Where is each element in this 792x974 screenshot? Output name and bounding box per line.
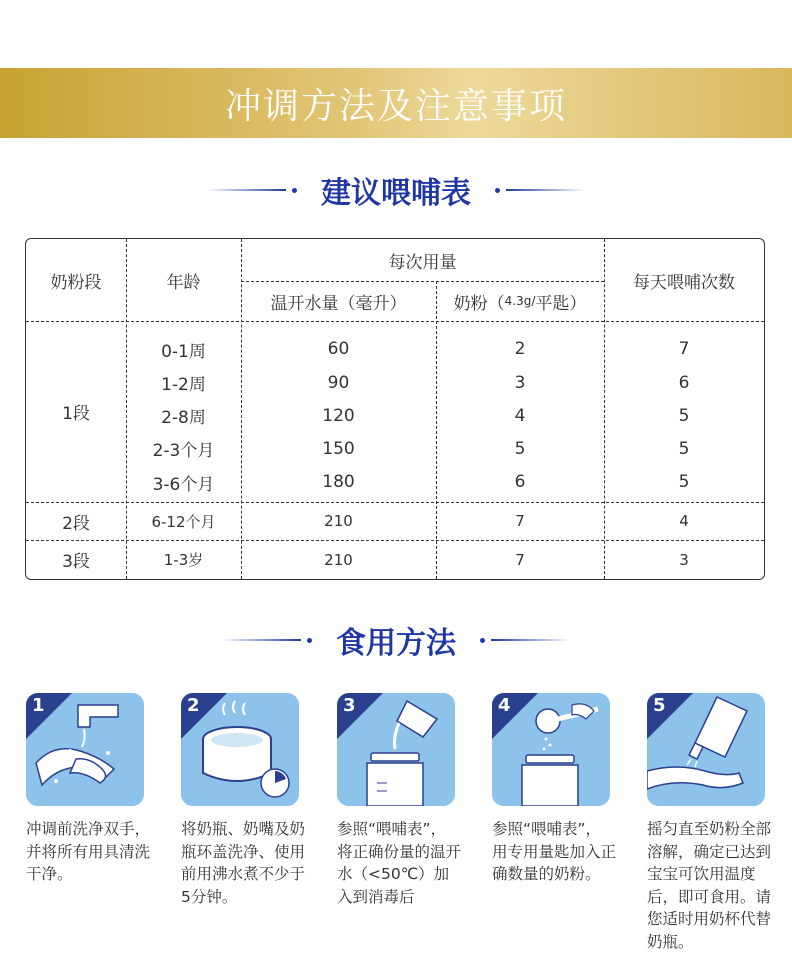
step-number: 3 [343,695,356,716]
divider-dot-left [292,188,297,193]
step-description: 参照“喂哺表”，将正确份量的温开水（<50℃）加入到消毒后 [337,820,462,906]
water-cell: 90 [327,372,350,393]
powder-cell: 5 [514,438,526,459]
water-cell: 120 [322,405,355,426]
divider-left [221,639,301,641]
age-cell: 1-2周 [161,375,206,395]
add-powder-icon [492,693,610,806]
step-description: 将奶瓶、奶嘴及奶瓶环盖洗净、使用前用沸水煮不少于5分钟。 [181,820,306,906]
water-cell: 150 [322,438,355,459]
step-number: 4 [498,695,511,716]
age-cell: 1-3岁 [163,551,204,569]
usage-section-title: 食用方法 [336,626,456,661]
hand-washing-icon [26,693,144,806]
title-banner [0,68,792,138]
step-description: 参照“喂哺表”，用专用量匙加入正确数量的奶粉。 [492,820,617,883]
step-5 [647,693,772,953]
header-times: 每天喂哺次数 [633,272,735,293]
divider-left [206,189,286,191]
powder-cell: 6 [514,472,526,492]
step-1 [26,693,151,886]
header-stage: 奶粉段 [50,272,102,293]
header-powder-unit: 4.3g/ [504,294,536,308]
stage-cell-3: 3段 [62,552,90,572]
powder-cell: 7 [515,550,525,569]
water-cell: 210 [324,512,353,530]
test-temperature-icon [647,693,765,806]
header-powder-suffix: 平匙） [535,293,587,314]
row-divider [26,321,764,322]
step-2 [181,693,306,908]
header-powder-label: 奶粉（ [453,293,505,314]
sterilize-pot-icon [181,693,299,806]
stage-cell-1: 1段 [62,404,90,424]
times-cell: 6 [678,372,690,393]
divider-dot-left [307,638,312,643]
divider-right [506,189,586,191]
times-cell: 5 [678,472,690,492]
age-cell: 6-12个月 [151,512,216,531]
stage-cell-2: 2段 [62,513,90,534]
usage-section-header [0,618,792,662]
age-cell: 3-6个月 [152,474,215,495]
steps-list [26,693,772,963]
header-per-amount: 每次用量 [388,252,457,273]
age-cell: 0-1周 [161,341,206,362]
divider-dot-right [480,638,485,643]
header-age: 年龄 [166,272,201,293]
header-water: 温开水量（毫升） [270,293,407,314]
feeding-table [25,238,765,580]
water-cell: 180 [322,472,355,492]
age-cell: 2-8周 [161,408,206,428]
header-powder [436,281,604,321]
powder-cell: 2 [514,339,526,359]
step-number: 1 [32,695,45,716]
water-cell: 210 [324,550,353,569]
feeding-section-title: 建议喂哺表 [321,176,471,211]
powder-cell: 3 [514,372,526,393]
feeding-section-header [0,168,792,212]
powder-cell: 7 [515,512,525,530]
times-cell: 7 [678,339,690,359]
times-cell: 3 [679,550,689,569]
times-cell: 4 [679,512,689,530]
step-number: 2 [187,695,200,716]
times-cell: 5 [678,405,690,426]
pour-water-icon [337,693,455,806]
divider-dot-right [495,188,500,193]
step-3 [337,693,462,908]
banner-title: 冲调方法及注意事项 [224,85,567,127]
water-cell: 60 [327,339,350,359]
powder-cell: 4 [514,405,526,426]
step-4 [492,693,617,886]
step-description: 摇匀直至奶粉全部溶解，确定已达到宝宝可饮用温度后，即可食用。请您适时用奶杯代替奶瓶。 [647,820,772,951]
age-cell: 2-3个月 [152,441,215,461]
divider-right [491,639,571,641]
times-cell: 5 [678,438,690,459]
step-description: 冲调前洗净双手，并将所有用具清洗干净。 [26,820,151,883]
step-number: 5 [653,695,666,716]
